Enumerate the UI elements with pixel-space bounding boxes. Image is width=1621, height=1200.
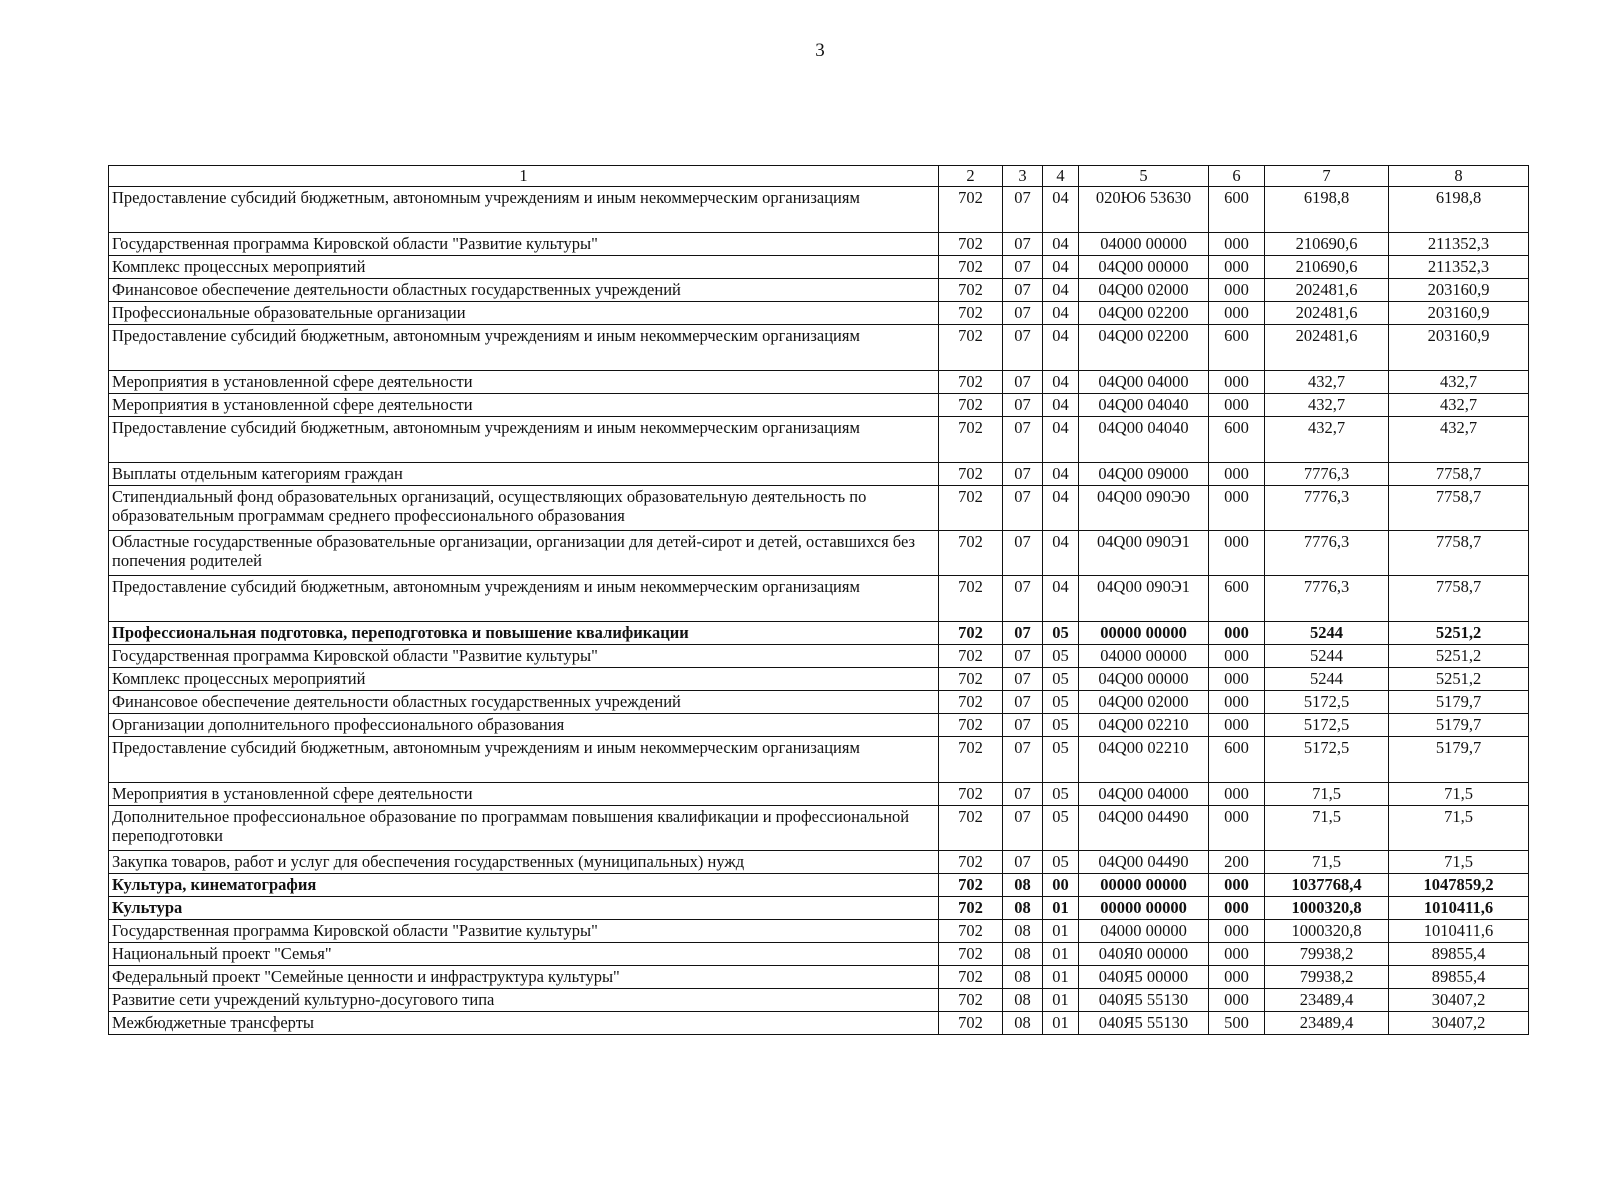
row-name: Культура, кинематография [109, 874, 939, 897]
cell-amount-year1: 7776,3 [1265, 531, 1389, 576]
col-header-2: 2 [939, 166, 1003, 187]
row-name: Дополнительное профессиональное образование по программам повышения квалификации и профессиональной переподготовки [109, 806, 939, 851]
cell-ministry-code: 702 [939, 874, 1003, 897]
cell-expense-type: 000 [1209, 714, 1265, 737]
cell-expense-type: 000 [1209, 943, 1265, 966]
cell-subsection-code: 05 [1043, 737, 1079, 783]
cell-expense-type: 200 [1209, 851, 1265, 874]
cell-section-code: 07 [1003, 668, 1043, 691]
table-row [109, 943, 1529, 966]
row-name: Государственная программа Кировской области "Развитие культуры" [109, 233, 939, 256]
cell-subsection-code: 05 [1043, 851, 1079, 874]
cell-amount-year1: 71,5 [1265, 806, 1389, 851]
cell-target-article: 04Q00 090Э0 [1079, 486, 1209, 531]
cell-amount-year1: 210690,6 [1265, 233, 1389, 256]
cell-target-article: 04Q00 02210 [1079, 714, 1209, 737]
cell-amount-year2: 211352,3 [1389, 233, 1529, 256]
row-name: Предоставление субсидий бюджетным, автономным учреждениям и иным некоммерческим организациям [109, 417, 939, 463]
cell-subsection-code: 04 [1043, 187, 1079, 233]
col-header-7: 7 [1265, 166, 1389, 187]
cell-amount-year1: 6198,8 [1265, 187, 1389, 233]
cell-ministry-code: 702 [939, 417, 1003, 463]
cell-amount-year1: 5244 [1265, 668, 1389, 691]
col-header-1: 1 [109, 166, 939, 187]
cell-expense-type: 000 [1209, 897, 1265, 920]
cell-amount-year1: 7776,3 [1265, 463, 1389, 486]
cell-subsection-code: 05 [1043, 806, 1079, 851]
table-row [109, 645, 1529, 668]
page-number: 3 [815, 40, 825, 61]
cell-target-article: 04Q00 02200 [1079, 325, 1209, 371]
cell-section-code: 07 [1003, 531, 1043, 576]
table-row [109, 417, 1529, 463]
row-name: Предоставление субсидий бюджетным, автономным учреждениям и иным некоммерческим организациям [109, 576, 939, 622]
cell-target-article: 040Я5 55130 [1079, 1012, 1209, 1035]
cell-amount-year1: 71,5 [1265, 783, 1389, 806]
cell-target-article: 040Я0 00000 [1079, 943, 1209, 966]
cell-ministry-code: 702 [939, 233, 1003, 256]
cell-amount-year2: 5251,2 [1389, 668, 1529, 691]
cell-subsection-code: 05 [1043, 691, 1079, 714]
cell-amount-year1: 7776,3 [1265, 486, 1389, 531]
cell-expense-type: 600 [1209, 576, 1265, 622]
cell-amount-year2: 203160,9 [1389, 302, 1529, 325]
cell-section-code: 08 [1003, 966, 1043, 989]
cell-section-code: 08 [1003, 943, 1043, 966]
row-name: Профессиональная подготовка, переподготовка и повышение квалификации [109, 622, 939, 645]
row-name: Развитие сети учреждений культурно-досугового типа [109, 989, 939, 1012]
cell-section-code: 07 [1003, 463, 1043, 486]
table-row [109, 325, 1529, 371]
cell-section-code: 07 [1003, 256, 1043, 279]
cell-expense-type: 000 [1209, 920, 1265, 943]
table-row [109, 874, 1529, 897]
cell-expense-type: 000 [1209, 874, 1265, 897]
cell-amount-year2: 432,7 [1389, 394, 1529, 417]
cell-ministry-code: 702 [939, 256, 1003, 279]
cell-amount-year2: 30407,2 [1389, 1012, 1529, 1035]
cell-ministry-code: 702 [939, 531, 1003, 576]
cell-expense-type: 600 [1209, 417, 1265, 463]
col-header-6: 6 [1209, 166, 1265, 187]
row-name: Комплекс процессных мероприятий [109, 668, 939, 691]
cell-ministry-code: 702 [939, 691, 1003, 714]
row-name: Финансовое обеспечение деятельности областных государственных учреждений [109, 691, 939, 714]
cell-subsection-code: 04 [1043, 256, 1079, 279]
cell-amount-year1: 7776,3 [1265, 576, 1389, 622]
cell-expense-type: 000 [1209, 256, 1265, 279]
cell-target-article: 04Q00 090Э1 [1079, 531, 1209, 576]
table-row [109, 989, 1529, 1012]
row-name: Областные государственные образовательные организации, организации для детей-сирот и детей, оставшихся без попечения родителей [109, 531, 939, 576]
cell-target-article: 04Q00 04000 [1079, 371, 1209, 394]
cell-amount-year1: 1037768,4 [1265, 874, 1389, 897]
cell-expense-type: 000 [1209, 645, 1265, 668]
cell-amount-year1: 5172,5 [1265, 737, 1389, 783]
cell-amount-year1: 79938,2 [1265, 943, 1389, 966]
cell-ministry-code: 702 [939, 897, 1003, 920]
cell-amount-year2: 7758,7 [1389, 576, 1529, 622]
cell-ministry-code: 702 [939, 668, 1003, 691]
table-row [109, 302, 1529, 325]
cell-expense-type: 500 [1209, 1012, 1265, 1035]
row-name: Комплекс процессных мероприятий [109, 256, 939, 279]
cell-subsection-code: 05 [1043, 783, 1079, 806]
cell-target-article: 04000 00000 [1079, 920, 1209, 943]
cell-target-article: 04000 00000 [1079, 645, 1209, 668]
cell-amount-year1: 1000320,8 [1265, 897, 1389, 920]
cell-ministry-code: 702 [939, 622, 1003, 645]
cell-subsection-code: 04 [1043, 576, 1079, 622]
cell-amount-year2: 89855,4 [1389, 943, 1529, 966]
row-name: Финансовое обеспечение деятельности областных государственных учреждений [109, 279, 939, 302]
cell-target-article: 04Q00 02200 [1079, 302, 1209, 325]
cell-subsection-code: 04 [1043, 279, 1079, 302]
cell-expense-type: 600 [1209, 325, 1265, 371]
table-body [109, 187, 1529, 1035]
cell-expense-type: 000 [1209, 668, 1265, 691]
row-name: Государственная программа Кировской области "Развитие культуры" [109, 920, 939, 943]
cell-section-code: 08 [1003, 897, 1043, 920]
cell-amount-year1: 5172,5 [1265, 714, 1389, 737]
table-row [109, 279, 1529, 302]
cell-section-code: 07 [1003, 302, 1043, 325]
cell-amount-year1: 5244 [1265, 622, 1389, 645]
cell-subsection-code: 01 [1043, 897, 1079, 920]
cell-amount-year2: 5179,7 [1389, 714, 1529, 737]
cell-amount-year1: 210690,6 [1265, 256, 1389, 279]
cell-section-code: 07 [1003, 486, 1043, 531]
row-name: Предоставление субсидий бюджетным, автономным учреждениям и иным некоммерческим организациям [109, 187, 939, 233]
cell-subsection-code: 01 [1043, 1012, 1079, 1035]
cell-ministry-code: 702 [939, 851, 1003, 874]
cell-section-code: 07 [1003, 691, 1043, 714]
cell-ministry-code: 702 [939, 783, 1003, 806]
cell-amount-year2: 5179,7 [1389, 691, 1529, 714]
header-row [109, 166, 1529, 187]
cell-expense-type: 000 [1209, 966, 1265, 989]
cell-amount-year1: 5172,5 [1265, 691, 1389, 714]
table-row [109, 668, 1529, 691]
row-name: Мероприятия в установленной сфере деятельности [109, 783, 939, 806]
cell-ministry-code: 702 [939, 645, 1003, 668]
cell-amount-year2: 1047859,2 [1389, 874, 1529, 897]
cell-target-article: 04Q00 00000 [1079, 256, 1209, 279]
cell-ministry-code: 702 [939, 279, 1003, 302]
col-header-5: 5 [1079, 166, 1209, 187]
cell-amount-year2: 1010411,6 [1389, 897, 1529, 920]
cell-ministry-code: 702 [939, 1012, 1003, 1035]
cell-amount-year2: 203160,9 [1389, 279, 1529, 302]
cell-subsection-code: 01 [1043, 966, 1079, 989]
cell-section-code: 07 [1003, 714, 1043, 737]
cell-target-article: 04Q00 02000 [1079, 279, 1209, 302]
table-row [109, 256, 1529, 279]
cell-amount-year2: 5179,7 [1389, 737, 1529, 783]
cell-subsection-code: 04 [1043, 302, 1079, 325]
cell-expense-type: 000 [1209, 279, 1265, 302]
cell-target-article: 04Q00 02210 [1079, 737, 1209, 783]
cell-subsection-code: 04 [1043, 233, 1079, 256]
cell-amount-year1: 202481,6 [1265, 325, 1389, 371]
cell-ministry-code: 702 [939, 325, 1003, 371]
table-row [109, 394, 1529, 417]
table-row [109, 486, 1529, 531]
cell-section-code: 07 [1003, 645, 1043, 668]
cell-amount-year2: 203160,9 [1389, 325, 1529, 371]
cell-ministry-code: 702 [939, 394, 1003, 417]
cell-amount-year2: 30407,2 [1389, 989, 1529, 1012]
cell-section-code: 07 [1003, 806, 1043, 851]
cell-ministry-code: 702 [939, 302, 1003, 325]
cell-amount-year1: 23489,4 [1265, 1012, 1389, 1035]
cell-target-article: 00000 00000 [1079, 622, 1209, 645]
cell-ministry-code: 702 [939, 463, 1003, 486]
cell-ministry-code: 702 [939, 943, 1003, 966]
cell-subsection-code: 00 [1043, 874, 1079, 897]
cell-section-code: 07 [1003, 576, 1043, 622]
cell-section-code: 07 [1003, 417, 1043, 463]
cell-expense-type: 000 [1209, 783, 1265, 806]
cell-target-article: 04Q00 04040 [1079, 417, 1209, 463]
cell-amount-year2: 71,5 [1389, 783, 1529, 806]
table-row [109, 714, 1529, 737]
col-header-3: 3 [1003, 166, 1043, 187]
cell-amount-year1: 432,7 [1265, 417, 1389, 463]
cell-expense-type: 000 [1209, 463, 1265, 486]
table-row [109, 851, 1529, 874]
table-row [109, 233, 1529, 256]
cell-expense-type: 600 [1209, 737, 1265, 783]
cell-expense-type: 000 [1209, 806, 1265, 851]
table-row [109, 966, 1529, 989]
cell-subsection-code: 04 [1043, 394, 1079, 417]
cell-amount-year2: 71,5 [1389, 851, 1529, 874]
cell-amount-year2: 432,7 [1389, 371, 1529, 394]
cell-subsection-code: 01 [1043, 920, 1079, 943]
cell-section-code: 08 [1003, 989, 1043, 1012]
cell-amount-year1: 71,5 [1265, 851, 1389, 874]
cell-amount-year1: 1000320,8 [1265, 920, 1389, 943]
cell-amount-year1: 79938,2 [1265, 966, 1389, 989]
budget-table [108, 165, 1529, 1035]
cell-target-article: 00000 00000 [1079, 897, 1209, 920]
cell-target-article: 04Q00 090Э1 [1079, 576, 1209, 622]
cell-target-article: 04Q00 02000 [1079, 691, 1209, 714]
cell-subsection-code: 04 [1043, 417, 1079, 463]
cell-target-article: 040Я5 55130 [1079, 989, 1209, 1012]
cell-section-code: 08 [1003, 874, 1043, 897]
cell-amount-year2: 7758,7 [1389, 531, 1529, 576]
cell-amount-year2: 71,5 [1389, 806, 1529, 851]
cell-section-code: 08 [1003, 1012, 1043, 1035]
row-name: Мероприятия в установленной сфере деятельности [109, 394, 939, 417]
cell-section-code: 08 [1003, 920, 1043, 943]
cell-subsection-code: 05 [1043, 645, 1079, 668]
cell-amount-year2: 5251,2 [1389, 645, 1529, 668]
cell-expense-type: 000 [1209, 691, 1265, 714]
cell-section-code: 07 [1003, 233, 1043, 256]
cell-amount-year1: 202481,6 [1265, 302, 1389, 325]
cell-amount-year1: 202481,6 [1265, 279, 1389, 302]
row-name: Выплаты отдельным категориям граждан [109, 463, 939, 486]
cell-section-code: 07 [1003, 851, 1043, 874]
cell-expense-type: 000 [1209, 394, 1265, 417]
cell-target-article: 04Q00 00000 [1079, 668, 1209, 691]
cell-expense-type: 600 [1209, 187, 1265, 233]
table-row [109, 371, 1529, 394]
cell-ministry-code: 702 [939, 806, 1003, 851]
cell-subsection-code: 05 [1043, 714, 1079, 737]
cell-target-article: 04Q00 04000 [1079, 783, 1209, 806]
cell-amount-year2: 89855,4 [1389, 966, 1529, 989]
cell-expense-type: 000 [1209, 486, 1265, 531]
cell-ministry-code: 702 [939, 737, 1003, 783]
cell-amount-year2: 6198,8 [1389, 187, 1529, 233]
cell-subsection-code: 04 [1043, 531, 1079, 576]
cell-ministry-code: 702 [939, 714, 1003, 737]
table-row [109, 783, 1529, 806]
cell-expense-type: 000 [1209, 989, 1265, 1012]
cell-subsection-code: 01 [1043, 989, 1079, 1012]
row-name: Предоставление субсидий бюджетным, автономным учреждениям и иным некоммерческим организациям [109, 737, 939, 783]
cell-target-article: 04Q00 04490 [1079, 851, 1209, 874]
row-name: Стипендиальный фонд образовательных организаций, осуществляющих образовательную деятельность по образовательным программам среднего профессионального образования [109, 486, 939, 531]
cell-expense-type: 000 [1209, 371, 1265, 394]
cell-section-code: 07 [1003, 737, 1043, 783]
cell-amount-year1: 23489,4 [1265, 989, 1389, 1012]
row-name: Национальный проект "Семья" [109, 943, 939, 966]
row-name: Государственная программа Кировской области "Развитие культуры" [109, 645, 939, 668]
cell-amount-year2: 1010411,6 [1389, 920, 1529, 943]
cell-ministry-code: 702 [939, 371, 1003, 394]
table-row [109, 897, 1529, 920]
cell-amount-year2: 7758,7 [1389, 486, 1529, 531]
cell-target-article: 040Я5 00000 [1079, 966, 1209, 989]
cell-amount-year2: 432,7 [1389, 417, 1529, 463]
cell-expense-type: 000 [1209, 531, 1265, 576]
cell-amount-year1: 432,7 [1265, 394, 1389, 417]
cell-target-article: 04000 00000 [1079, 233, 1209, 256]
row-name: Культура [109, 897, 939, 920]
cell-subsection-code: 05 [1043, 668, 1079, 691]
table-row [109, 622, 1529, 645]
table-row [109, 737, 1529, 783]
cell-expense-type: 000 [1209, 622, 1265, 645]
table-row [109, 691, 1529, 714]
cell-section-code: 07 [1003, 187, 1043, 233]
table-row [109, 920, 1529, 943]
cell-target-article: 04Q00 09000 [1079, 463, 1209, 486]
cell-section-code: 07 [1003, 371, 1043, 394]
cell-ministry-code: 702 [939, 989, 1003, 1012]
cell-subsection-code: 04 [1043, 463, 1079, 486]
cell-expense-type: 000 [1209, 302, 1265, 325]
cell-ministry-code: 702 [939, 187, 1003, 233]
col-header-4: 4 [1043, 166, 1079, 187]
cell-amount-year1: 432,7 [1265, 371, 1389, 394]
cell-subsection-code: 04 [1043, 371, 1079, 394]
cell-amount-year2: 211352,3 [1389, 256, 1529, 279]
table-row [109, 531, 1529, 576]
cell-target-article: 04Q00 04040 [1079, 394, 1209, 417]
cell-ministry-code: 702 [939, 576, 1003, 622]
table-row [109, 576, 1529, 622]
row-name: Закупка товаров, работ и услуг для обеспечения государственных (муниципальных) нужд [109, 851, 939, 874]
table-row [109, 1012, 1529, 1035]
cell-amount-year2: 5251,2 [1389, 622, 1529, 645]
row-name: Профессиональные образовательные организации [109, 302, 939, 325]
cell-amount-year1: 5244 [1265, 645, 1389, 668]
cell-subsection-code: 05 [1043, 622, 1079, 645]
table-row [109, 806, 1529, 851]
cell-expense-type: 000 [1209, 233, 1265, 256]
cell-subsection-code: 04 [1043, 486, 1079, 531]
cell-section-code: 07 [1003, 325, 1043, 371]
cell-amount-year2: 7758,7 [1389, 463, 1529, 486]
cell-section-code: 07 [1003, 279, 1043, 302]
row-name: Межбюджетные трансферты [109, 1012, 939, 1035]
row-name: Федеральный проект "Семейные ценности и инфраструктура культуры" [109, 966, 939, 989]
cell-target-article: 00000 00000 [1079, 874, 1209, 897]
cell-subsection-code: 04 [1043, 325, 1079, 371]
cell-section-code: 07 [1003, 622, 1043, 645]
row-name: Организации дополнительного профессионального образования [109, 714, 939, 737]
cell-target-article: 04Q00 04490 [1079, 806, 1209, 851]
table-row [109, 187, 1529, 233]
row-name: Мероприятия в установленной сфере деятельности [109, 371, 939, 394]
row-name: Предоставление субсидий бюджетным, автономным учреждениям и иным некоммерческим организациям [109, 325, 939, 371]
cell-target-article: 020Ю6 53630 [1079, 187, 1209, 233]
table-row [109, 463, 1529, 486]
col-header-8: 8 [1389, 166, 1529, 187]
cell-ministry-code: 702 [939, 966, 1003, 989]
cell-ministry-code: 702 [939, 920, 1003, 943]
cell-section-code: 07 [1003, 783, 1043, 806]
cell-subsection-code: 01 [1043, 943, 1079, 966]
cell-section-code: 07 [1003, 394, 1043, 417]
cell-ministry-code: 702 [939, 486, 1003, 531]
